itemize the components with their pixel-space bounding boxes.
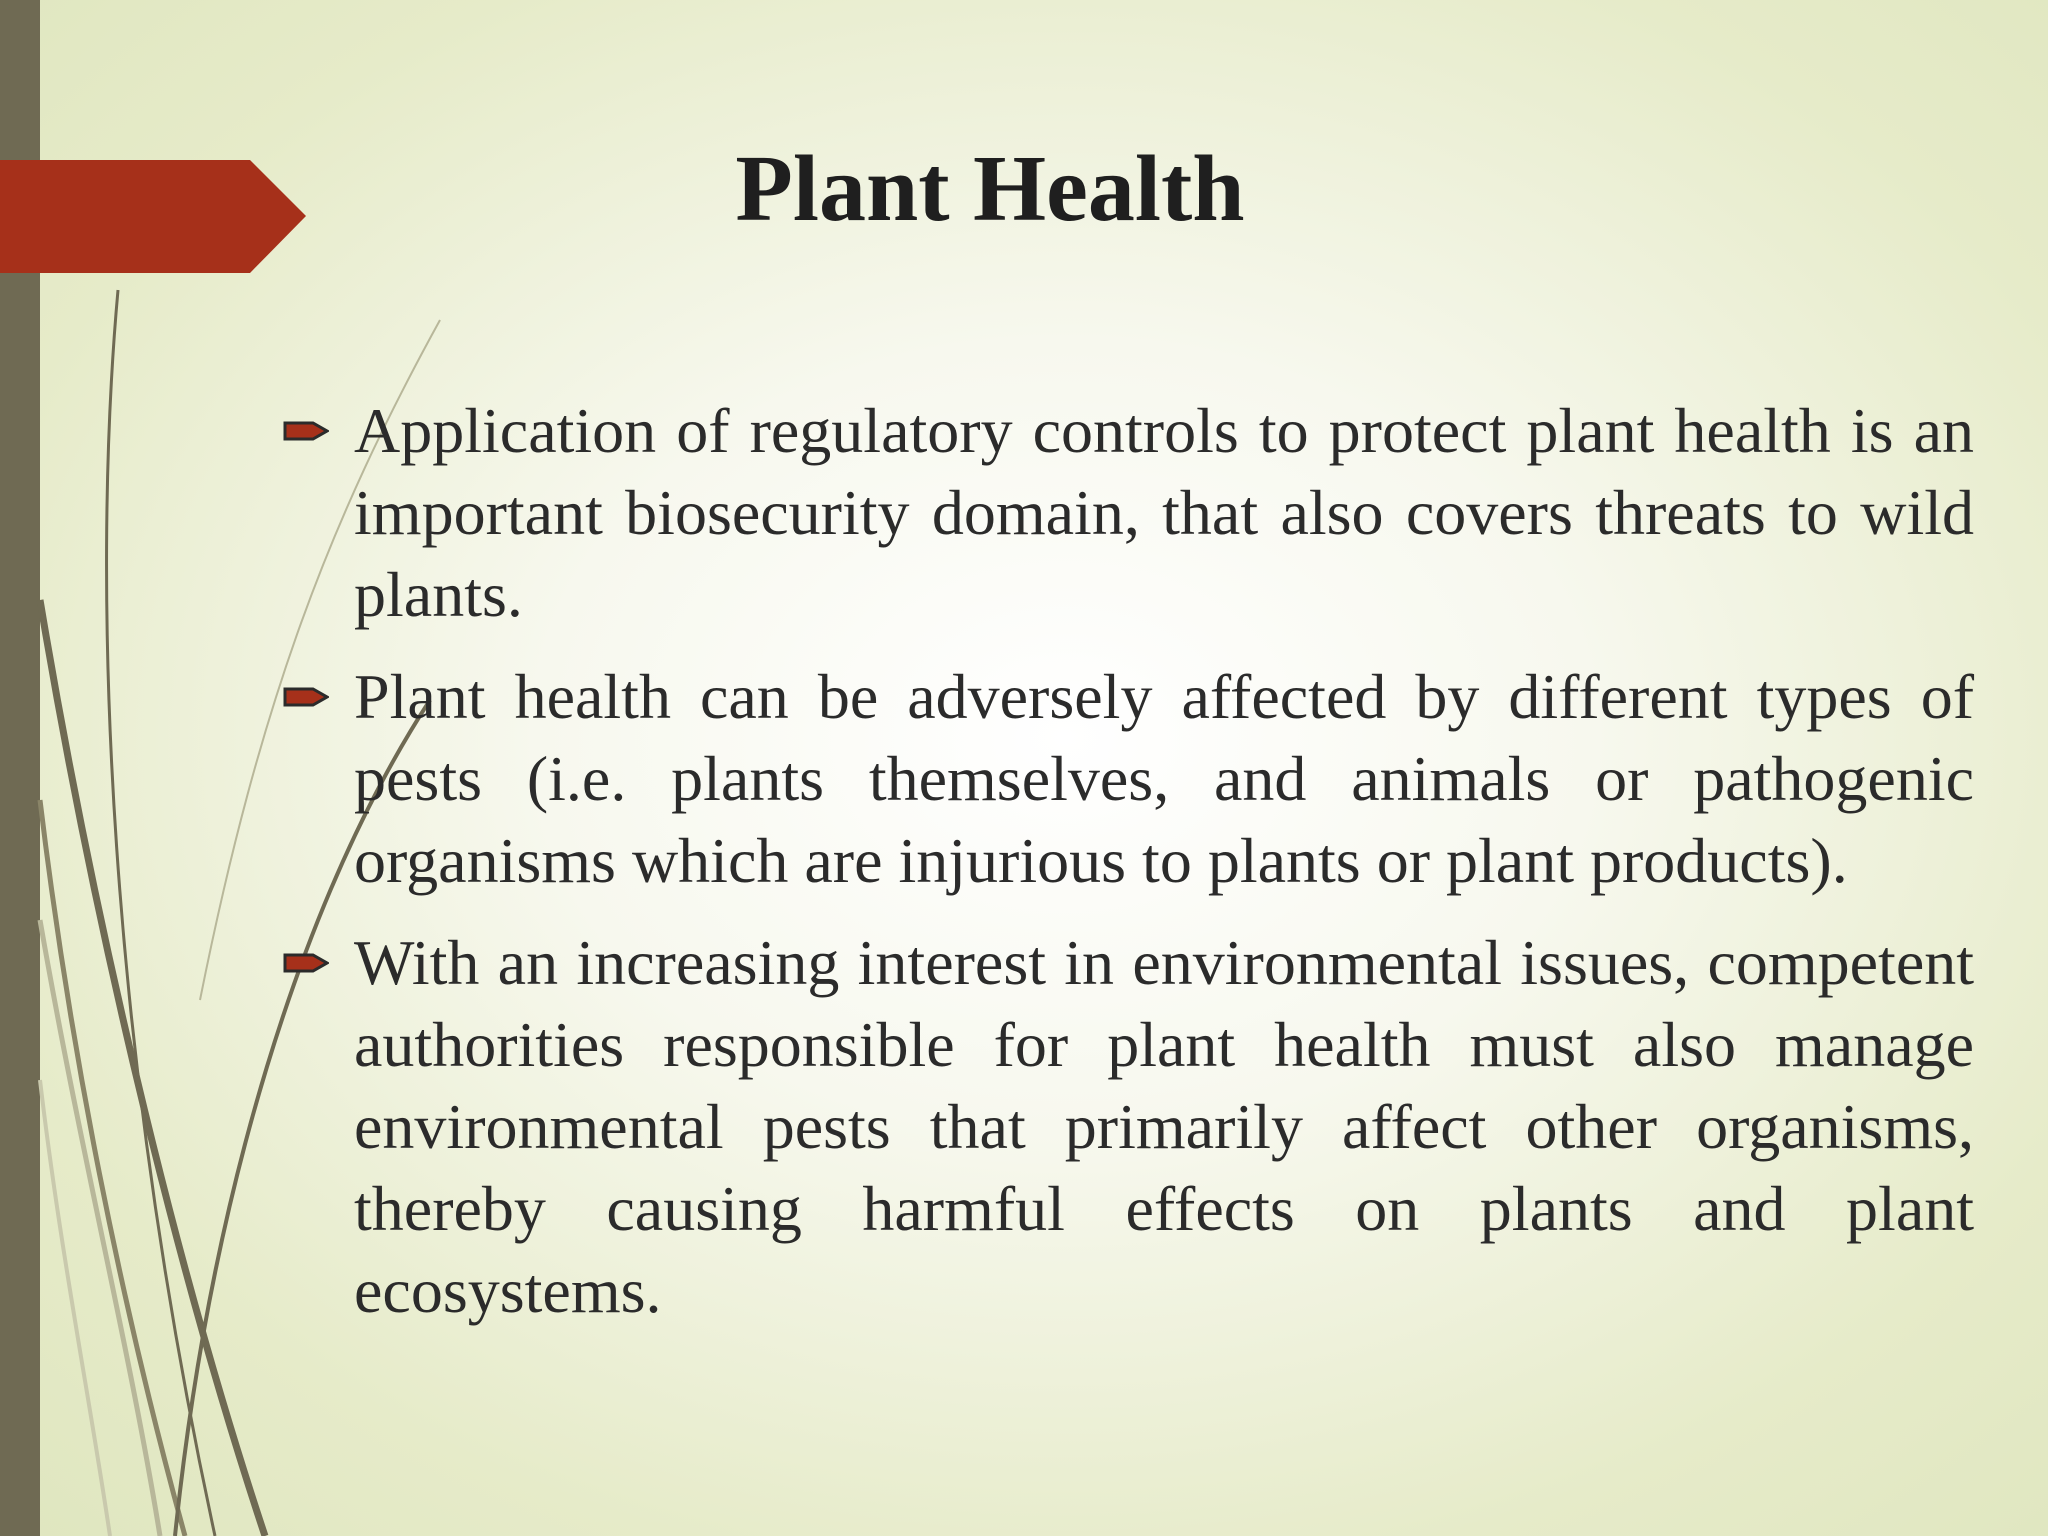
arrow-bullet-icon bbox=[283, 950, 329, 976]
arrow-bullet-icon bbox=[283, 418, 329, 444]
bullet-list bbox=[283, 390, 1974, 1352]
bullet-text: Application of regulatory controls to protect plant health is an important biosecurity domain, that also covers threats to wild plants. bbox=[354, 395, 1974, 630]
arrow-bullet-icon bbox=[283, 684, 329, 710]
bullet-item bbox=[283, 656, 1974, 902]
bullet-text: Plant health can be adversely affected by different types of pests (i.e. plants themselves, and animals or pathogenic organisms which are injurious to plants or plant products). bbox=[354, 661, 1974, 896]
slide-title: Plant Health bbox=[735, 137, 1245, 241]
bullet-item bbox=[283, 390, 1974, 636]
bullet-text: With an increasing interest in environmental issues, competent authorities responsible for plant health must also manage environmental pests that primarily affect other organisms, thereby causing harmful effects on plants and plant ecosystems. bbox=[354, 927, 1974, 1326]
bullet-item bbox=[283, 922, 1974, 1332]
